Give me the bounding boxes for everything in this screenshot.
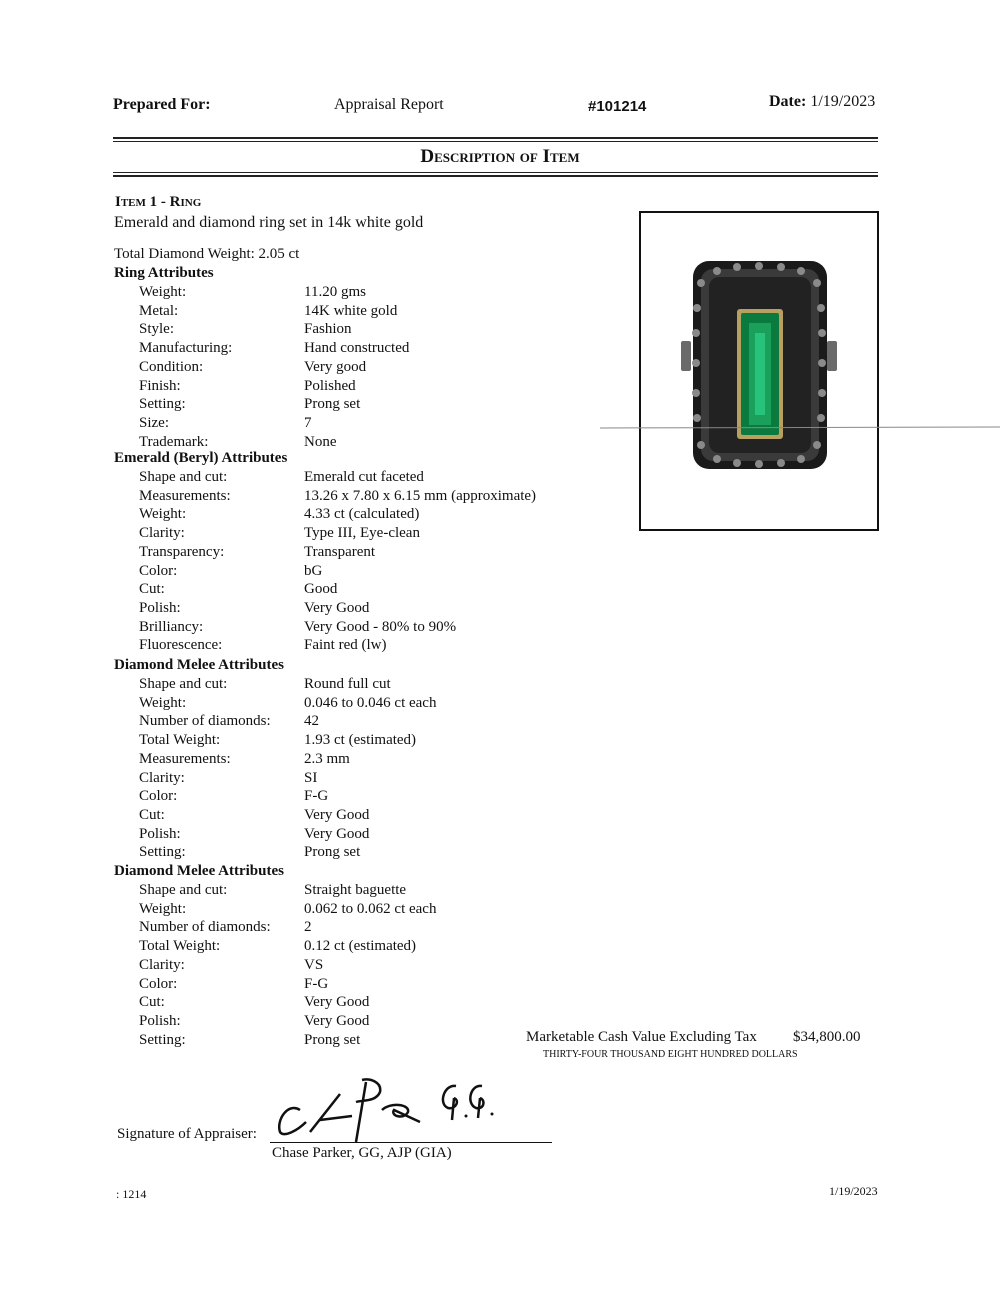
attribute-label: Measurements: — [139, 487, 231, 504]
attribute-value: Round full cut — [304, 676, 391, 692]
attribute-value: Transparent — [304, 543, 376, 560]
attribute-label: Total Weight: — [139, 732, 221, 749]
attribute-label: Trademark: — [139, 433, 209, 450]
attribute-value: None — [304, 433, 337, 450]
signature-label: Signature of Appraiser: — [117, 1126, 257, 1142]
title-rule-bottom — [113, 175, 878, 177]
attribute-label: Weight: — [139, 900, 187, 917]
attribute-label: Finish: — [139, 377, 181, 394]
attribute-value: Type III, Eye-clean — [304, 525, 420, 542]
report-date — [769, 93, 875, 111]
title-rule-top-thin — [113, 141, 878, 142]
attribute-label: Color: — [139, 788, 178, 805]
report-number: #101214 — [588, 98, 647, 115]
attribute-value: 14K white gold — [304, 302, 398, 319]
attribute-label: Polish: — [139, 1012, 181, 1029]
attribute-value: 2 — [304, 919, 312, 936]
attribute-value: Very Good — [304, 599, 370, 616]
attribute-value: Very good — [304, 358, 367, 375]
attribute-value: Very Good - 80% to 90% — [304, 618, 457, 635]
attribute-label: Weight: — [139, 694, 187, 711]
attribute-value: 7 — [304, 414, 312, 431]
attribute-label: Shape and cut: — [139, 469, 228, 485]
attribute-label: Color: — [139, 562, 178, 579]
attribute-label: Manufacturing: — [139, 340, 233, 357]
item-description: Emerald and diamond ring set in 14k white gold — [114, 214, 424, 231]
attribute-label: Setting: — [139, 844, 186, 861]
signature-line — [270, 1142, 552, 1143]
footer-date: 1/19/2023 — [829, 1184, 878, 1198]
attribute-label: Color: — [139, 975, 178, 992]
attribute-value: Faint red (lw) — [304, 637, 387, 654]
attribute-value: 4.33 ct (calculated) — [304, 506, 420, 523]
attribute-value: F-G — [304, 788, 329, 805]
attribute-value: Straight baguette — [304, 882, 407, 898]
valuation-amount: $34,800.00 — [793, 1029, 861, 1045]
attribute-value: 0.046 to 0.046 ct each — [304, 694, 437, 711]
report-title: Appraisal Report — [334, 96, 444, 113]
appraiser-signature — [270, 1072, 520, 1144]
attribute-value: 13.26 x 7.80 x 6.15 mm (approximate) — [304, 487, 537, 504]
attribute-value: Very Good — [304, 994, 370, 1011]
attribute-label: Condition: — [139, 358, 204, 375]
attribute-label: Clarity: — [139, 769, 185, 786]
section-title: Description of Item — [420, 146, 580, 167]
group-title: Ring Attributes — [114, 265, 214, 281]
date-label: Date: — [769, 93, 807, 110]
attribute-value: Polished — [304, 377, 356, 394]
item-photo-frame — [639, 211, 879, 531]
attribute-value: 0.062 to 0.062 ct each — [304, 900, 437, 917]
attribute-label: Weight: — [139, 284, 187, 300]
attribute-label: Metal: — [139, 302, 179, 319]
attribute-label: Fluorescence: — [139, 637, 223, 654]
footer-ref: : 1214 — [116, 1187, 147, 1201]
date-value: 1/19/2023 — [810, 93, 876, 110]
attribute-label: Cut: — [139, 806, 165, 823]
attribute-label: Cut: — [139, 994, 165, 1011]
attribute-value: VS — [304, 956, 324, 973]
appraiser-name: Chase Parker, GG, AJP (GIA) — [272, 1145, 452, 1161]
attribute-label: Setting: — [139, 1031, 186, 1048]
attribute-label: Shape and cut: — [139, 676, 228, 692]
attribute-value: Fashion — [304, 321, 352, 338]
attribute-value: Very Good — [304, 1012, 370, 1029]
title-rule-top — [113, 137, 878, 139]
attribute-value: Very Good — [304, 806, 370, 823]
attribute-label: Style: — [139, 321, 175, 338]
attribute-label: Measurements: — [139, 750, 231, 767]
attribute-label: Setting: — [139, 396, 186, 413]
attribute-value: 42 — [304, 713, 319, 730]
attribute-value: Emerald cut faceted — [304, 469, 424, 485]
prepared-for-label: Prepared For: — [113, 96, 211, 113]
attribute-label: Transparency: — [139, 543, 225, 560]
attribute-value: 1.93 ct (estimated) — [304, 732, 417, 749]
attribute-value: Hand constructed — [304, 340, 410, 357]
attribute-value: bG — [304, 562, 323, 579]
attribute-value: Very Good — [304, 825, 370, 842]
item-heading: Item 1 - Ring — [115, 194, 202, 210]
attribute-label: Number of diamonds: — [139, 919, 271, 936]
attribute-value: SI — [304, 769, 318, 786]
group-title: Emerald (Beryl) Attributes — [114, 450, 288, 466]
attribute-value: Prong set — [304, 1031, 361, 1048]
attribute-label: Shape and cut: — [139, 882, 228, 898]
valuation-label: Marketable Cash Value Excluding Tax — [526, 1029, 757, 1045]
attribute-label: Cut: — [139, 581, 165, 598]
attribute-label: Clarity: — [139, 956, 185, 973]
attribute-label: Polish: — [139, 825, 181, 842]
attribute-label: Weight: — [139, 506, 187, 523]
attribute-label: Brilliancy: — [139, 618, 204, 635]
attribute-value: 11.20 gms — [304, 284, 366, 300]
attribute-label: Clarity: — [139, 525, 185, 542]
attribute-value: 2.3 mm — [304, 750, 350, 767]
title-rule-bottom-thin — [113, 172, 878, 173]
attribute-label: Polish: — [139, 599, 181, 616]
total-diamond-weight: Total Diamond Weight: 2.05 ct — [114, 246, 300, 262]
group-title: Diamond Melee Attributes — [114, 657, 284, 673]
attribute-label: Number of diamonds: — [139, 713, 271, 730]
attribute-value: Good — [304, 581, 338, 598]
attribute-value: 0.12 ct (estimated) — [304, 938, 417, 955]
ring-photo — [641, 213, 877, 529]
group-title: Diamond Melee Attributes — [114, 863, 284, 879]
attribute-value: Prong set — [304, 844, 361, 861]
paper-crease — [600, 425, 1000, 431]
emerald-stone — [737, 309, 783, 439]
attribute-label: Total Weight: — [139, 938, 221, 955]
attribute-label: Size: — [139, 414, 169, 431]
attribute-value: Prong set — [304, 396, 361, 413]
attribute-value: F-G — [304, 975, 329, 992]
valuation-words: THIRTY-FOUR THOUSAND EIGHT HUNDRED DOLLARS — [543, 1049, 798, 1060]
